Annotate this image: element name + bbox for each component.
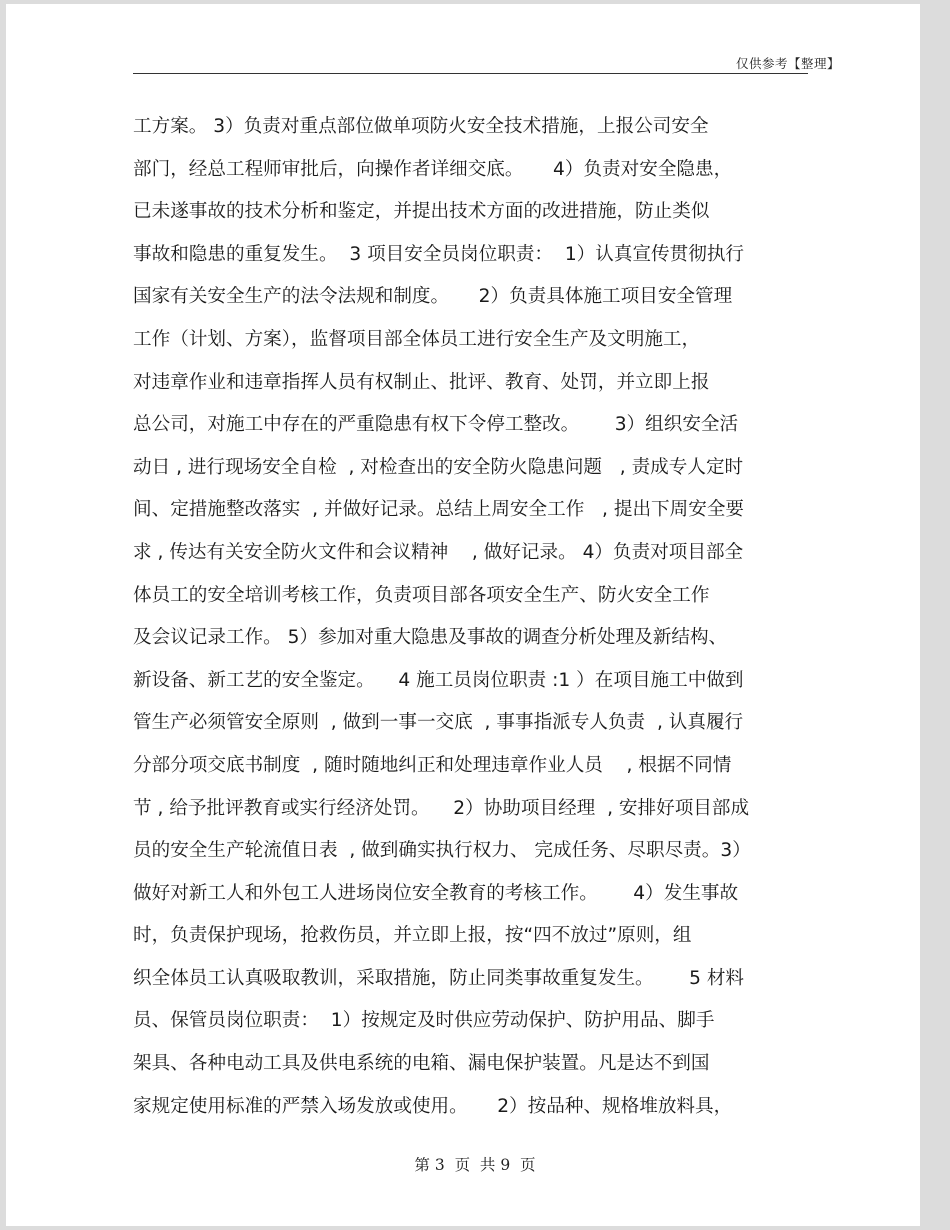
text-line: 动日 , 进行现场安全自检 , 对检查出的安全防火隐患问题 , 责成专人定时: [133, 456, 744, 478]
text-line: 体员工的安全培训考核工作，负责项目部各项安全生产、防火安全工作: [133, 584, 710, 606]
text-line: 对违章作业和违章指挥人员有权制止、批评、教育、处罚，并立即上报: [133, 371, 710, 393]
text-line: 求 , 传达有关安全防火文件和会议精神 , 做好记录。 4）负责对项目部全: [133, 541, 744, 563]
text-line: 工作（计划、方案），监督项目部全体员工进行安全生产及文明施工，: [133, 328, 701, 350]
text-line: 织全体员工认真吸取教训，采取措施，防止同类事故重复发生。 5 材料: [133, 967, 745, 989]
text-line: 分部分项交底书制度 , 随时随地纠正和处理违章作业人员 , 根据不同情: [133, 754, 732, 776]
header-divider: [133, 73, 808, 74]
text-line: 家规定使用标准的严禁入场发放或使用。 2）按品种、规格堆放料具，: [133, 1095, 733, 1117]
body-text: [133, 106, 823, 1128]
text-line: 新设备、新工艺的安全鉴定。 4 施工员岗位职责 :1 ）在项目施工中做到: [133, 669, 744, 691]
text-line: 管生产必须管安全原则 , 做到一事一交底 , 事事指派专人负责 , 认真履行: [133, 712, 744, 734]
text-line: 间、定措施整改落实 , 并做好记录。总结上周安全工作 , 提出下周安全要: [133, 499, 745, 521]
text-line: 节 , 给予批评教育或实行经济处罚。 2）协助项目经理 , 安排好项目部成: [133, 797, 750, 819]
text-line: 总公司，对施工中存在的严重隐患有权下令停工整改。 3）组织安全活: [133, 414, 739, 436]
text-line: 做好对新工人和外包工人进场岗位安全教育的考核工作。 4）发生事故: [133, 882, 739, 904]
text-line: 时，负责保护现场，抢救伤员，并立即上报，按“四不放过”原则，组: [133, 925, 692, 947]
text-line: 国家有关安全生产的法令法规和制度。 2）负责具体施工项目安全管理: [133, 286, 733, 308]
text-line: 及会议记录工作。 5）参加对重大隐患及事故的调查分析处理及新结构、: [133, 627, 728, 649]
text-line: 部门，经总工程师审批后，向操作者详细交底。 4）负责对安全隐患，: [133, 158, 733, 180]
page-number: 第 3 页 共 9 页: [414, 1156, 536, 1174]
text-line: 架具、各种电动工具及供电系统的电箱、漏电保护装置。凡是达不到国: [133, 1053, 710, 1075]
text-line: 员的安全生产轮流值日表 , 做到确实执行权力、 完成任务、尽职尽责。3）: [133, 840, 751, 862]
header-note: 仅供参考【整理】: [735, 56, 840, 71]
text-line: 工方案。 3）负责对重点部位做单项防火安全技术措施，上报公司安全: [133, 116, 709, 137]
text-line: 已未遂事故的技术分析和鉴定，并提出技术方面的改进措施，防止类似: [133, 201, 710, 223]
text-line: 事故和隐患的重复发生。 3 项目安全员岗位职责： 1）认真宣传贯彻执行: [133, 243, 745, 265]
text-line: 员、保管员岗位职责： 1）按规定及时供应劳动保护、防护用品、脚手: [133, 1010, 715, 1032]
